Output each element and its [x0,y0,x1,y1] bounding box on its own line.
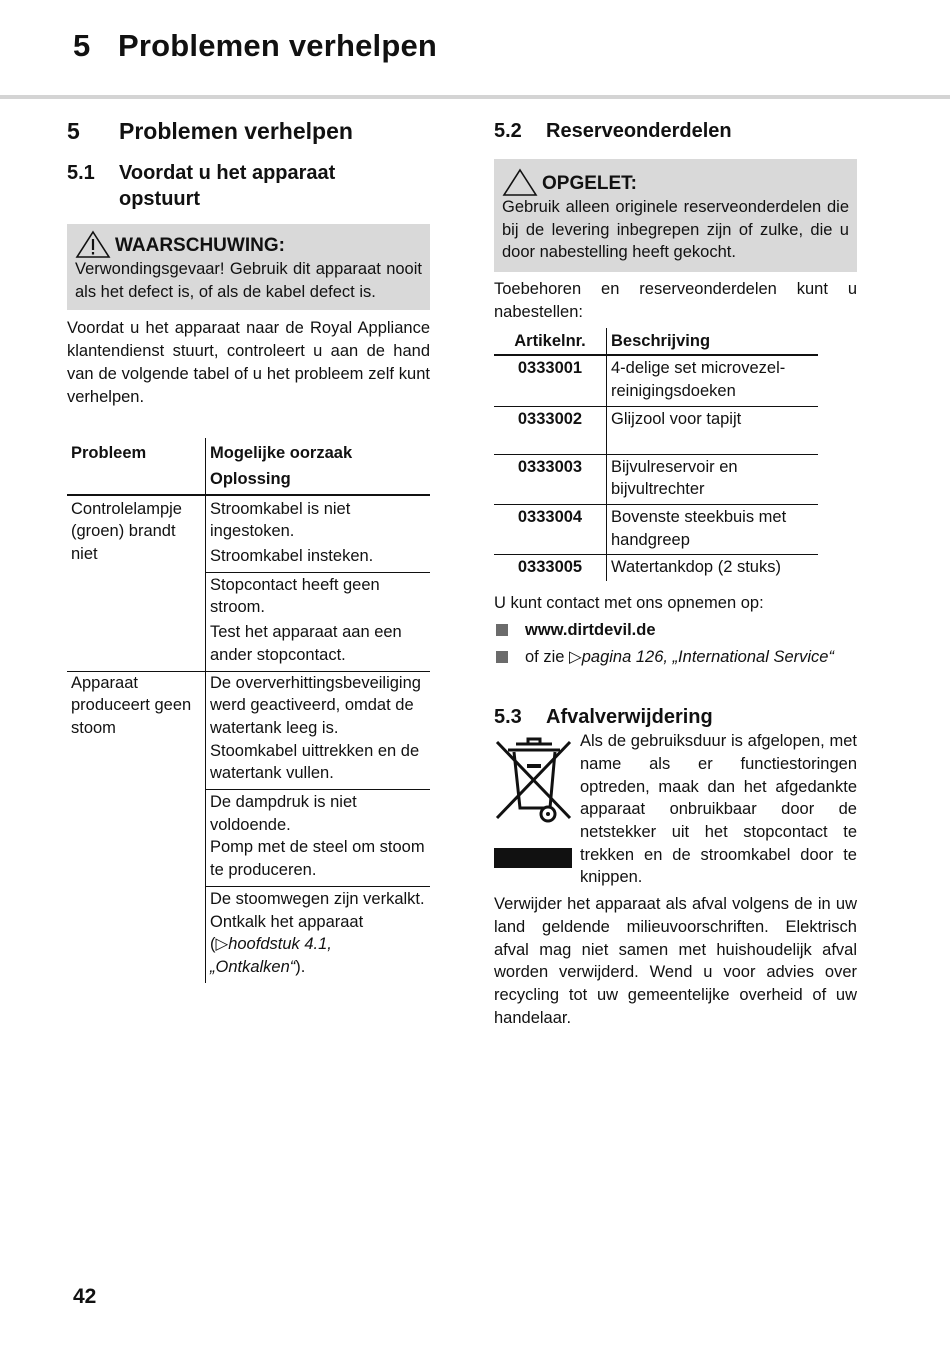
page-reference[interactable]: pagina 126, „International Service“ [581,647,834,666]
column-header-article: Artikelnr. [494,328,607,356]
caution-triangle-icon [502,168,538,196]
contact-intro: U kunt contact met ons opnemen op: [494,594,764,613]
column-header-description: Beschrijving [607,328,819,356]
parts-intro: Toebehoren en reserveonderdelen kunt u nabestellen: [494,280,857,321]
left-column [67,118,430,983]
table-row: Controlelampje (groen) brandt niet Stroomkabel is niet ingestoken. Stroomkabel insteken. [67,495,430,573]
parts-table [494,328,818,582]
section-heading-5-1: 5.1 Voordat u het apparaat opstuurt [67,162,336,210]
caution-text: Gebruik alleen originele reserveonderdelen die bij de levering inbegrepen zijn of zulke, die u door nabestelling heeft gekocht. [502,198,849,262]
bullet-icon [496,624,508,636]
list-item [494,619,857,642]
right-column [494,118,857,1029]
contact-url-link[interactable]: www.dirtdevil.de [525,620,656,639]
table-row: 0333001 4-delige set microvezel-reinigingsdoeken [494,355,818,406]
column-header-cause: Mogelijke oorzaak Oplossing [206,438,431,494]
table-row: De stoomwegen zijn verkalkt. Ontkalk het apparaat (▷hoofdstuk 4.1, „Ontkalken“). [67,886,430,982]
table-row: 0333002 Glijzool voor tapijt [494,406,818,454]
page-title: 5 Problemen verhelpen [73,28,438,63]
caution-box [494,159,857,272]
section-heading-5-3: 5.3 Afvalverwijdering [494,706,713,729]
table-row: Stopcontact heeft geen stroom. Test het apparaat aan een ander stopcontact. [67,572,430,671]
disposal-paragraph-2: Verwijder het apparaat als afval volgens de in uw land geldende milieuvoorschriften. Elektrisch afval mag niet samen met huishoudelijk afval worden verwijderd. Wend u voor advies over recycling tot uw gemeentelijke overheid of uw handelaar. [494,895,857,1027]
bullet-icon [496,651,508,663]
warning-box [67,224,430,310]
chapter-reference[interactable]: hoofdstuk 4.1, „Ontkalken“ [210,935,332,976]
page-number: 42 [73,1285,97,1308]
caution-heading: OPGELET: [502,166,849,196]
intro-paragraph: Voordat u het apparaat naar de Royal Appliance klantendienst stuurt, controleert u aan de hand van de volgende tabel of u het probleem zelf kunt verhelpen. [67,319,430,406]
column-header-problem: Probleem [67,438,206,494]
disposal-block [494,730,857,889]
warning-heading: WAARSCHUWING: [75,232,422,258]
crossed-out-wheelie-bin-icon [494,732,574,872]
warning-text: Verwondingsgevaar! Gebruik dit apparaat nooit als het defect is, of als de kabel defect is. [75,260,422,301]
list-item: of zie ▷pagina 126, „International Service“ [494,646,857,669]
table-row: Apparaat produceert geen stoom De oververhittingsbeveiliging werd geactiveerd, omdat de watertank leeg is. Stoomkabel uittrekken en de watertank vullen. [67,671,430,790]
reference-arrow-icon: ▷ [215,935,229,954]
disposal-paragraph-1: Als de gebruiksduur is afgelopen, met name als er functiestoringen optreden, maak dan het afgedankte apparaat onbruikbaar door de netstekker uit het stopcontact te trekken en de stroomkabel door te knippen. [580,732,857,887]
table-row: De dampdruk is niet voldoende. Pomp met de steel om stoom te produceren. [67,790,430,887]
warning-triangle-icon [75,230,111,258]
table-row: 0333003 Bijvulreservoir en bijvultrechter [494,454,818,504]
problem-table [67,438,430,982]
section-heading-5: 5 Problemen verhelpen [67,118,353,144]
page-header [0,0,950,99]
reference-arrow-icon: ▷ [569,647,582,666]
table-row: 0333005 Watertankdop (2 stuks) [494,555,818,581]
table-row: 0333004 Bovenste steekbuis met handgreep [494,505,818,555]
section-heading-5-2: 5.2 Reserveonderdelen [494,120,732,142]
